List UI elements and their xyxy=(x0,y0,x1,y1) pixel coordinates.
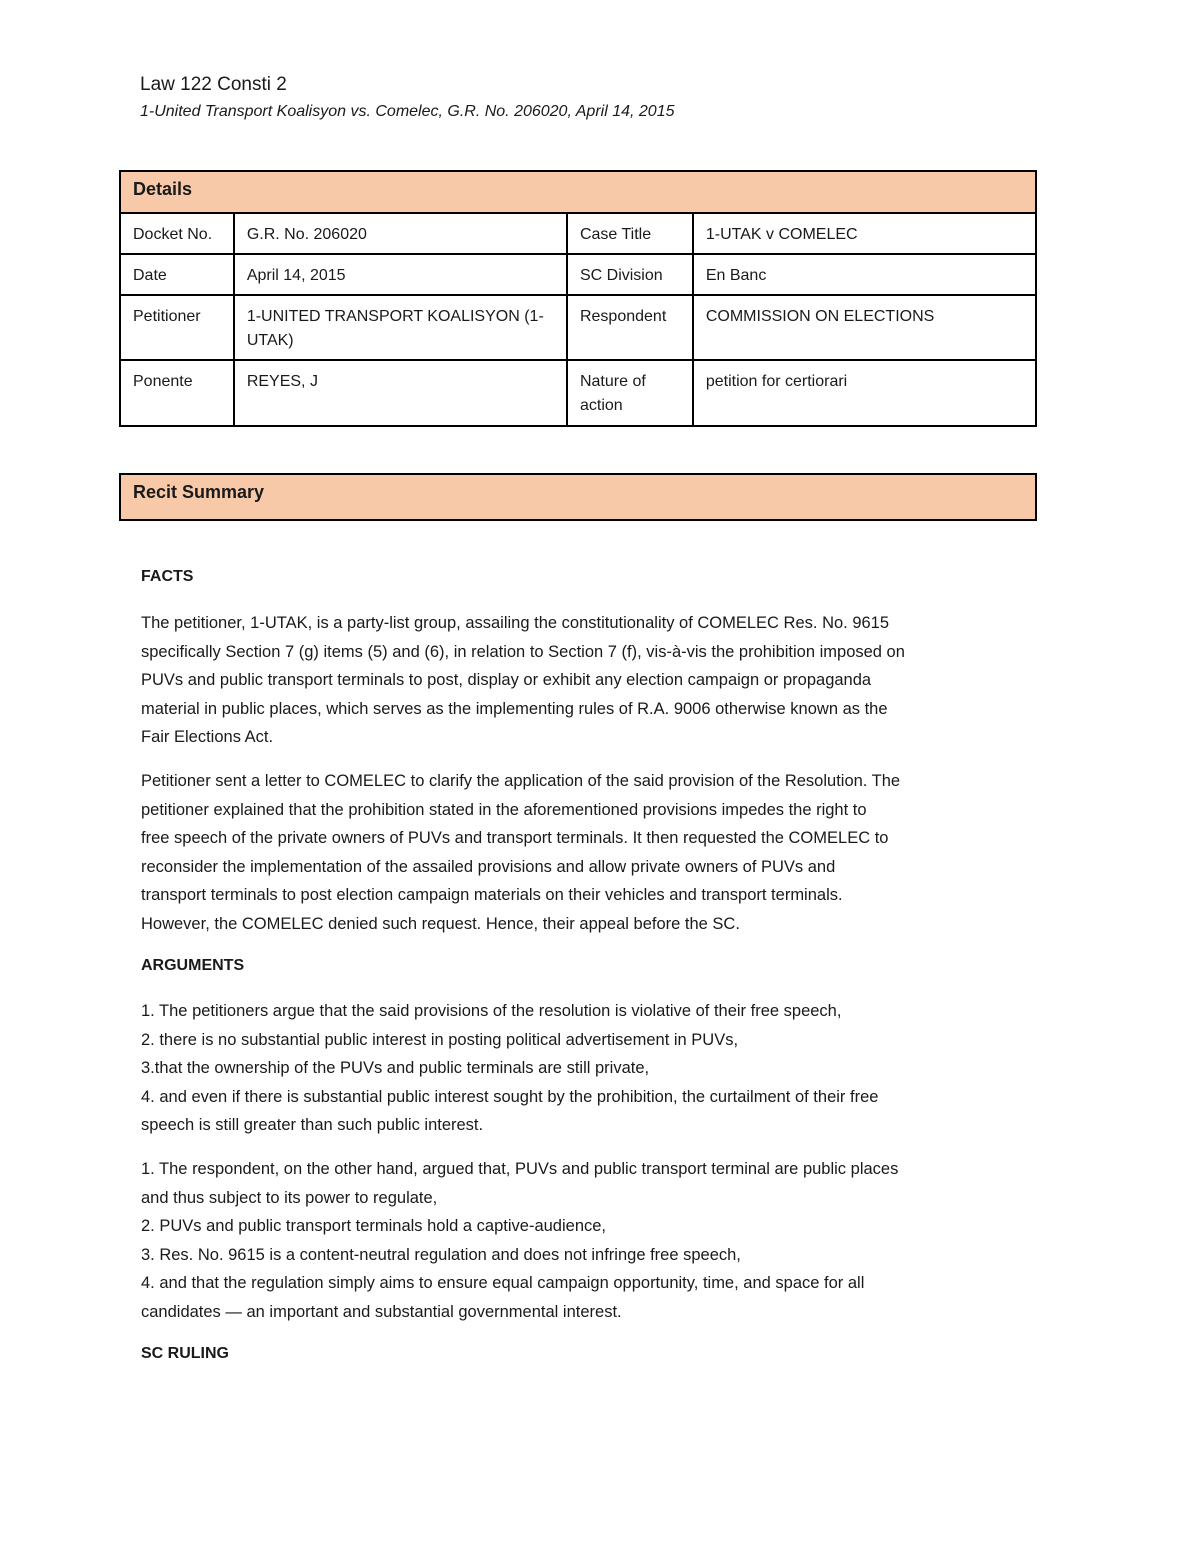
text-line: The petitioner, 1-UTAK, is a party-list group, assailing the constitutionality of COMELEC Res. No. 9615 xyxy=(141,614,890,632)
petitioner-value: 1-UNITED TRANSPORT KOALISYON (1-UTAK) xyxy=(234,295,567,360)
division-value: En Banc xyxy=(693,254,1036,295)
table-row xyxy=(120,360,1036,426)
table-row xyxy=(120,295,1036,360)
case-title-label: Case Title xyxy=(567,213,693,254)
case-citation: 1-United Transport Koalisyon vs. Comelec, G.R. No. 206020, April 14, 2015 xyxy=(140,103,675,120)
list-item: 1. The respondent, on the other hand, argued that, PUVs and public transport terminal are public places xyxy=(141,1160,899,1178)
facts-paragraph-1 xyxy=(141,609,1071,752)
respondent-value: COMMISSION ON ELECTIONS xyxy=(693,295,1036,360)
text-line: Petitioner sent a letter to COMELEC to clarify the application of the said provision of the Resolution. The xyxy=(141,772,901,790)
text-line: material in public places, which serves as the implementing rules of R.A. 9006 otherwise known as the xyxy=(141,699,888,718)
text-line: However, the COMELEC denied such request. Hence, their appeal before the SC. xyxy=(141,914,740,933)
ruling-heading: SC RULING xyxy=(141,1345,229,1362)
list-item: candidates — an important and substantial governmental interest. xyxy=(141,1302,622,1321)
text-line: petitioner explained that the prohibition stated in the aforementioned provisions impedes the right to xyxy=(141,800,867,819)
list-item: 4. and even if there is substantial public interest sought by the prohibition, the curtailment of their free xyxy=(141,1087,879,1106)
case-title-value: 1-UTAK v COMELEC xyxy=(693,213,1036,254)
ponente-label: Ponente xyxy=(120,360,234,426)
list-item: 3. Res. No. 9615 is a content-neutral regulation and does not infringe free speech, xyxy=(141,1245,741,1264)
respondent-label: Respondent xyxy=(567,295,693,360)
facts-paragraph-2 xyxy=(141,767,1071,938)
list-item: 2. PUVs and public transport terminals hold a captive-audience, xyxy=(141,1217,607,1235)
list-item: 4. and that the regulation simply aims to ensure equal campaign opportunity, time, and space for all xyxy=(141,1274,865,1292)
petitioner-label: Petitioner xyxy=(120,295,234,360)
list-item: 3.that the ownership of the PUVs and public terminals are still private, xyxy=(141,1059,650,1077)
table-row xyxy=(120,254,1036,295)
docket-label: Docket No. xyxy=(120,213,234,254)
text-line: PUVs and public transport terminals to post, display or exhibit any election campaign or propaganda xyxy=(141,671,872,689)
nature-label: Nature of action xyxy=(567,360,693,426)
text-line: Fair Elections Act. xyxy=(141,728,274,746)
facts-heading: FACTS xyxy=(141,568,194,585)
division-label: SC Division xyxy=(567,254,693,295)
course-title: Law 122 Consti 2 xyxy=(140,74,287,95)
details-heading: Details xyxy=(120,171,1036,213)
recit-summary-header xyxy=(119,473,1037,521)
list-item: 2. there is no substantial public interest in posting political advertisement in PUVs, xyxy=(141,1030,739,1049)
ponente-value: REYES, J xyxy=(234,360,567,426)
text-line: specifically Section 7 (g) items (5) and (6), in relation to Section 7 (f), vis-à-vis the prohibition imposed on xyxy=(141,642,905,661)
petitioner-arguments xyxy=(141,997,1071,1140)
nature-value: petition for certiorari xyxy=(693,360,1036,426)
text-line: free speech of the private owners of PUVs and transport terminals. It then requested the COMELEC to xyxy=(141,829,889,847)
text-line: reconsider the implementation of the assailed provisions and allow private owners of PUVs and xyxy=(141,857,836,876)
date-value: April 14, 2015 xyxy=(234,254,567,295)
list-item: 1. The petitioners argue that the said provisions of the resolution is violative of their free speech, xyxy=(141,1002,842,1020)
date-label: Date xyxy=(120,254,234,295)
table-row xyxy=(120,213,1036,254)
details-table xyxy=(119,170,1037,427)
list-item: speech is still greater than such public interest. xyxy=(141,1116,484,1134)
list-item: and thus subject to its power to regulate, xyxy=(141,1188,438,1207)
respondent-arguments xyxy=(141,1155,1071,1326)
docket-value: G.R. No. 206020 xyxy=(234,213,567,254)
recit-summary-heading: Recit Summary xyxy=(133,482,265,502)
text-line: transport terminals to post election campaign materials on their vehicles and transport terminals. xyxy=(141,886,843,904)
arguments-heading: ARGUMENTS xyxy=(141,957,245,974)
